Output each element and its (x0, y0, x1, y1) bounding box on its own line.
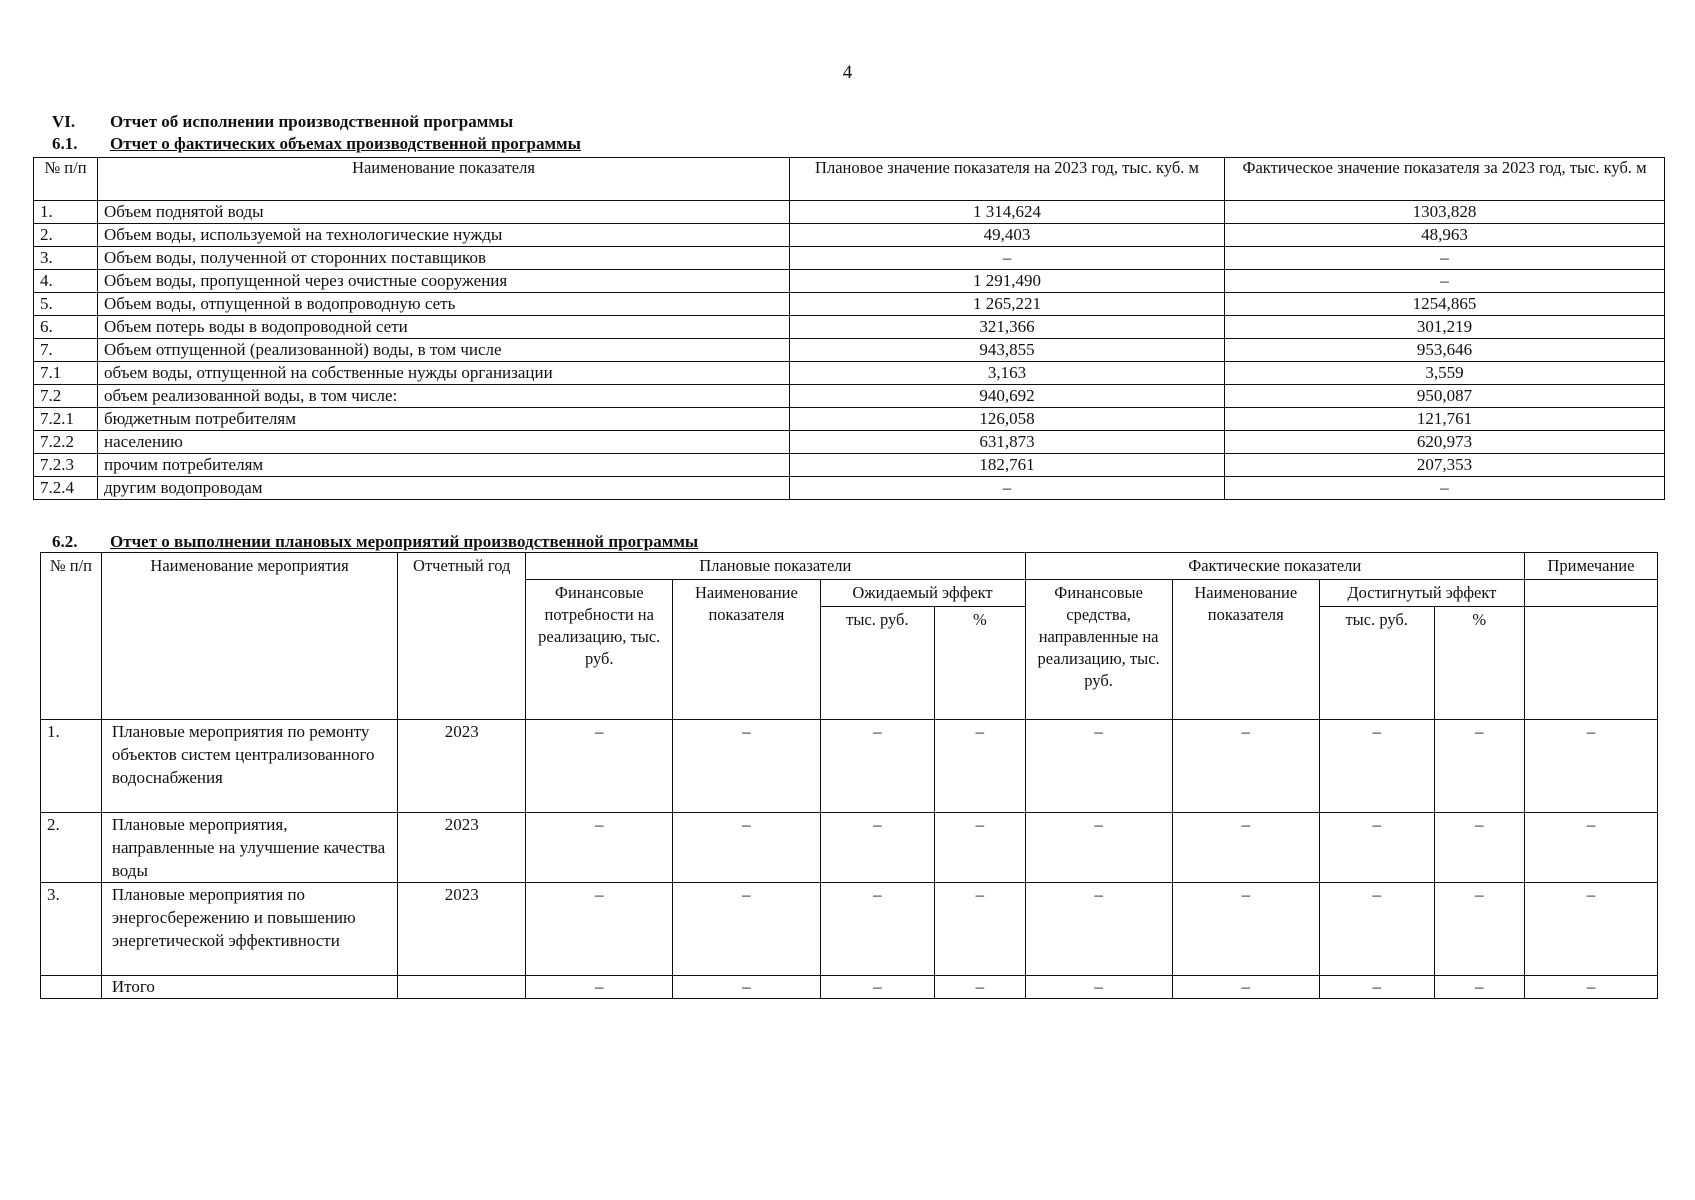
header-name: Наименование мероприятия (101, 553, 397, 720)
table-row (34, 247, 1665, 270)
row-plan: – (790, 247, 1225, 270)
row-year: 2023 (398, 813, 526, 883)
table-row (34, 224, 1665, 247)
header-note-blank (1524, 607, 1657, 720)
total-fact-indicator: – (1172, 976, 1319, 999)
section-number: 6.2. (52, 532, 78, 551)
row-name: Объем воды, отпущенной в водопроводную сеть (98, 293, 790, 316)
row-no: 2. (41, 813, 102, 883)
cell-fact-rub: – (1319, 883, 1434, 976)
row-plan: 126,058 (790, 408, 1225, 431)
table-row (41, 883, 1658, 976)
row-no: 5. (34, 293, 98, 316)
header-note: Примечание (1524, 553, 1657, 580)
header-fact-fin: Финансовые средства, направленные на реализацию, тыс. руб. (1025, 580, 1172, 720)
row-no: 7.1 (34, 362, 98, 385)
cell-fact-pct: – (1434, 720, 1524, 813)
total-note: – (1524, 976, 1657, 999)
row-fact: 1254,865 (1225, 293, 1665, 316)
table-header-row (41, 553, 1658, 580)
total-fact-rub: – (1319, 976, 1434, 999)
header-plan-indicator: Наименование показателя (673, 580, 820, 720)
header-fact-indicator: Наименование показателя (1172, 580, 1319, 720)
table-row (34, 270, 1665, 293)
table-header-row (34, 158, 1665, 201)
row-fact: 121,761 (1225, 408, 1665, 431)
production-volumes-table (33, 157, 1665, 500)
total-plan-fin: – (526, 976, 673, 999)
table-row (34, 362, 1665, 385)
table-row (41, 720, 1658, 813)
row-name: объем реализованной воды, в том числе: (98, 385, 790, 408)
header-plan-rub: тыс. руб. (820, 607, 935, 720)
table-row (34, 293, 1665, 316)
row-no: 7.2.3 (34, 454, 98, 477)
cell-fact-rub: – (1319, 813, 1434, 883)
row-plan: 49,403 (790, 224, 1225, 247)
cell-note: – (1524, 883, 1657, 976)
cell-plan-fin: – (526, 720, 673, 813)
row-plan: 1 265,221 (790, 293, 1225, 316)
header-fact-pct: % (1434, 607, 1524, 720)
header-fact-group: Фактические показатели (1025, 553, 1524, 580)
header-name: Наименование показателя (98, 158, 790, 201)
row-year: 2023 (398, 720, 526, 813)
cell-plan-indicator: – (673, 813, 820, 883)
table-row (34, 477, 1665, 500)
total-plan-rub: – (820, 976, 935, 999)
header-plan-pct: % (935, 607, 1025, 720)
row-no: 7.2.2 (34, 431, 98, 454)
row-year: 2023 (398, 883, 526, 976)
header-plan-effect: Ожидаемый эффект (820, 580, 1025, 607)
row-plan: 3,163 (790, 362, 1225, 385)
cell-fact-indicator: – (1172, 883, 1319, 976)
row-plan: 321,366 (790, 316, 1225, 339)
row-fact: 1303,828 (1225, 201, 1665, 224)
row-fact: 620,973 (1225, 431, 1665, 454)
row-no: 3. (41, 883, 102, 976)
header-fact: Фактическое значение показателя за 2023 год, тыс. куб. м (1225, 158, 1665, 201)
header-year: Отчетный год (398, 553, 526, 720)
row-fact: 301,219 (1225, 316, 1665, 339)
row-name: Объем отпущенной (реализованной) воды, в том числе (98, 339, 790, 362)
row-plan: 943,855 (790, 339, 1225, 362)
row-fact: 950,087 (1225, 385, 1665, 408)
cell-plan-fin: – (526, 813, 673, 883)
header-plan: Плановое значение показателя на 2023 год, тыс. куб. м (790, 158, 1225, 201)
row-fact: – (1225, 270, 1665, 293)
row-plan: 1 314,624 (790, 201, 1225, 224)
row-name: Объем воды, используемой на технологические нужды (98, 224, 790, 247)
row-plan: 1 291,490 (790, 270, 1225, 293)
row-no: 2. (34, 224, 98, 247)
header-plan-fin: Финансовые потребности на реализацию, тыс. руб. (526, 580, 673, 720)
table-row (34, 385, 1665, 408)
cell-plan-rub: – (820, 883, 935, 976)
table-row (34, 408, 1665, 431)
table-row (34, 431, 1665, 454)
row-fact: 953,646 (1225, 339, 1665, 362)
header-fact-rub: тыс. руб. (1319, 607, 1434, 720)
total-year (398, 976, 526, 999)
cell-fact-fin: – (1025, 883, 1172, 976)
cell-plan-fin: – (526, 883, 673, 976)
row-no: 4. (34, 270, 98, 293)
total-label: Итого (101, 976, 397, 999)
cell-fact-rub: – (1319, 720, 1434, 813)
section-title: Отчет о фактических объемах производственной программы (110, 134, 581, 153)
total-plan-indicator: – (673, 976, 820, 999)
row-no: 7.2 (34, 385, 98, 408)
cell-note: – (1524, 720, 1657, 813)
row-name: населению (98, 431, 790, 454)
total-no (41, 976, 102, 999)
section-title: Отчет об исполнении производственной программы (110, 112, 514, 131)
total-plan-pct: – (935, 976, 1025, 999)
header-note-blank (1524, 580, 1657, 607)
cell-plan-indicator: – (673, 720, 820, 813)
section-number: VI. (52, 112, 76, 131)
cell-fact-pct: – (1434, 883, 1524, 976)
row-fact: 3,559 (1225, 362, 1665, 385)
section-title: Отчет о выполнении плановых мероприятий производственной программы (110, 532, 699, 551)
row-fact: – (1225, 247, 1665, 270)
row-no: 6. (34, 316, 98, 339)
table-row (34, 339, 1665, 362)
page-number: 4 (842, 62, 853, 83)
row-plan: 631,873 (790, 431, 1225, 454)
row-name: Объем потерь воды в водопроводной сети (98, 316, 790, 339)
row-plan: 182,761 (790, 454, 1225, 477)
row-no: 1. (41, 720, 102, 813)
planned-measures-table (40, 552, 1658, 999)
cell-fact-indicator: – (1172, 720, 1319, 813)
row-no: 7.2.1 (34, 408, 98, 431)
row-no: 7.2.4 (34, 477, 98, 500)
row-name: Плановые мероприятия по ремонту объектов систем централизованного водоснабжения (101, 720, 397, 813)
row-fact: – (1225, 477, 1665, 500)
header-no: № п/п (41, 553, 102, 720)
header-plan-group: Плановые показатели (526, 553, 1025, 580)
row-name: Объем воды, пропущенной через очистные сооружения (98, 270, 790, 293)
row-name: Плановые мероприятия, направленные на улучшение качества воды (101, 813, 397, 883)
table-row (41, 813, 1658, 883)
cell-fact-fin: – (1025, 720, 1172, 813)
section-62-heading (52, 532, 698, 552)
row-no: 3. (34, 247, 98, 270)
row-no: 7. (34, 339, 98, 362)
cell-plan-indicator: – (673, 883, 820, 976)
section-number: 6.1. (52, 134, 78, 153)
row-name: Объем поднятой воды (98, 201, 790, 224)
row-name: объем воды, отпущенной на собственные нужды организации (98, 362, 790, 385)
section-vi-heading (52, 112, 513, 132)
cell-plan-rub: – (820, 813, 935, 883)
header-no: № п/п (34, 158, 98, 201)
cell-plan-pct: – (935, 813, 1025, 883)
row-name: Объем воды, полученной от сторонних поставщиков (98, 247, 790, 270)
row-plan: – (790, 477, 1225, 500)
row-no: 1. (34, 201, 98, 224)
section-61-heading (52, 134, 581, 154)
row-plan: 940,692 (790, 385, 1225, 408)
row-name: прочим потребителям (98, 454, 790, 477)
total-fact-pct: – (1434, 976, 1524, 999)
row-name: Плановые мероприятия по энергосбережению и повышению энергетической эффективности (101, 883, 397, 976)
table-row (34, 201, 1665, 224)
cell-fact-pct: – (1434, 813, 1524, 883)
row-fact: 48,963 (1225, 224, 1665, 247)
total-row (41, 976, 1658, 999)
row-name: другим водопроводам (98, 477, 790, 500)
total-fact-fin: – (1025, 976, 1172, 999)
header-fact-effect: Достигнутый эффект (1319, 580, 1524, 607)
cell-fact-indicator: – (1172, 813, 1319, 883)
row-name: бюджетным потребителям (98, 408, 790, 431)
cell-plan-pct: – (935, 720, 1025, 813)
cell-fact-fin: – (1025, 813, 1172, 883)
cell-note: – (1524, 813, 1657, 883)
table-row (34, 454, 1665, 477)
row-fact: 207,353 (1225, 454, 1665, 477)
table-row (34, 316, 1665, 339)
cell-plan-pct: – (935, 883, 1025, 976)
cell-plan-rub: – (820, 720, 935, 813)
